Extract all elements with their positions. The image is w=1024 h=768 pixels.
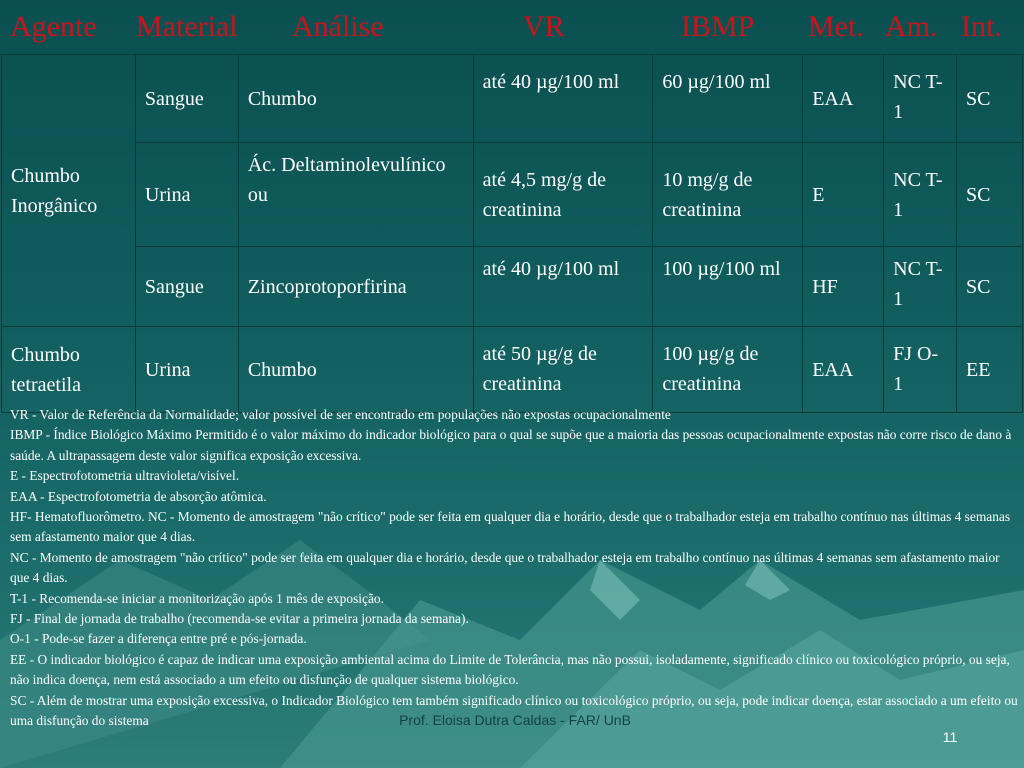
note-t1: T-1 - Recomenda-se iniciar a monitorização após 1 mês de exposição. — [10, 590, 384, 606]
table-header-row — [0, 0, 1024, 54]
note-nc: NC - Momento de amostragem "não crítico" pode ser feita em qualquer dia e horário, desde que o trabalhador esteja em trabalho contínuo nas últimas 4 semanas sem afastamento maior que 4 dias. — [10, 549, 1000, 586]
method-cell: HF — [803, 247, 884, 327]
table-row — [2, 327, 1023, 413]
material-cell: Sangue — [135, 55, 238, 143]
ibmp-cell: 100 µg/g de creatinina — [653, 327, 803, 413]
note-e: E - Espectrofotometria ultravioleta/visível. — [10, 468, 240, 484]
table-row — [2, 247, 1023, 327]
analysis-cell: Chumbo — [238, 55, 473, 143]
method-cell: EAA — [803, 55, 884, 143]
agent-cell: Chumbo Inorgânico — [2, 55, 136, 327]
method-cell: E — [803, 143, 884, 247]
header-int: Int. — [961, 10, 1002, 43]
sampling-cell: NC T-1 — [884, 247, 957, 327]
sampling-cell: NC T-1 — [884, 143, 957, 247]
sampling-cell: NC T-1 — [884, 55, 957, 143]
analysis-cell: Ác. Deltaminolevulínico ou — [238, 143, 473, 247]
material-cell: Sangue — [135, 247, 238, 327]
interpretation-cell: SC — [957, 247, 1023, 327]
biological-monitoring-table — [1, 54, 1023, 413]
interpretation-cell: SC — [957, 143, 1023, 247]
header-am: Am. — [885, 10, 938, 43]
material-cell: Urina — [135, 143, 238, 247]
analysis-cell: Chumbo — [238, 327, 473, 413]
table-row — [2, 55, 1023, 143]
sampling-cell: FJ O-1 — [884, 327, 957, 413]
agent-cell: Chumbo tetraetila — [2, 327, 136, 413]
page-number: 11 — [942, 729, 958, 745]
analysis-cell: Zincoprotoporfirina — [238, 247, 473, 327]
legend-notes — [10, 405, 1018, 732]
ibmp-cell: 10 mg/g de creatinina — [653, 143, 803, 247]
footer-author: Prof. Eloisa Dutra Caldas - FAR/ UnB — [399, 712, 631, 728]
note-vr: VR - Valor de Referência da Normalidade; valor possível de ser encontrado em populações não expostas ocupacionalmente — [10, 407, 671, 422]
ibmp-cell: 60 µg/100 ml — [653, 55, 803, 143]
vr-cell: até 50 µg/g de creatinina — [473, 327, 653, 413]
note-ee: EE - O indicador biológico é capaz de indicar uma exposição ambiental acima do Limite de Tolerância, mas não possui, isoladamente, significado clínico ou toxicológico próprio, ou seja, não indica doença, nem está associado a um efeito ou disfunção de qualquer sistema biológico. — [10, 651, 1010, 688]
interpretation-cell: EE — [957, 327, 1023, 413]
header-analysis: Análise — [292, 10, 384, 43]
header-ibmp: IBMP — [681, 10, 755, 43]
interpretation-cell: SC — [957, 55, 1023, 143]
note-o1: O-1 - Pode-se fazer a diferença entre pré e pós-jornada. — [10, 631, 307, 647]
vr-cell: até 40 µg/100 ml — [473, 55, 653, 143]
header-agent: Agente — [10, 10, 97, 43]
note-fj: FJ - Final de jornada de trabalho (recomenda-se evitar a primeira jornada da semana). — [10, 611, 469, 627]
method-cell: EAA — [803, 327, 884, 413]
note-eaa: EAA - Espectrofotometria de absorção atômica. — [10, 488, 267, 504]
header-met: Met. — [808, 10, 864, 43]
note-ibmp: IBMP - Índice Biológico Máximo Permitido é o valor máximo do indicador biológico para o qual se supõe que a maioria das pessoas ocupacionalmente expostas não corre risco de dano à saúde. A ultrapassagem deste valor significa exposição excessiva. — [10, 427, 1012, 463]
vr-cell: até 4,5 mg/g de creatinina — [473, 143, 653, 247]
note-sc: SC - Além de mostrar uma exposição excessiva, o Indicador Biológico tem também significado clínico ou toxicológico próprio, ou seja, pode indicar doença, estar associado a um efeito ou uma disfunção do sistema — [10, 692, 1018, 729]
table-row — [2, 143, 1023, 247]
header-vr: VR — [523, 10, 565, 43]
note-hf: HF- Hematofluorômetro. NC - Momento de amostragem "não crítico" pode ser feita em qualquer dia e horário, desde que o trabalhador esteja em trabalho contínuo nas últimas 4 semanas sem afastamento maior que 4 dias. — [10, 509, 1011, 545]
vr-cell: até 40 µg/100 ml — [473, 247, 653, 327]
ibmp-cell: 100 µg/100 ml — [653, 247, 803, 327]
material-cell: Urina — [135, 327, 238, 413]
header-material: Material — [136, 10, 238, 43]
